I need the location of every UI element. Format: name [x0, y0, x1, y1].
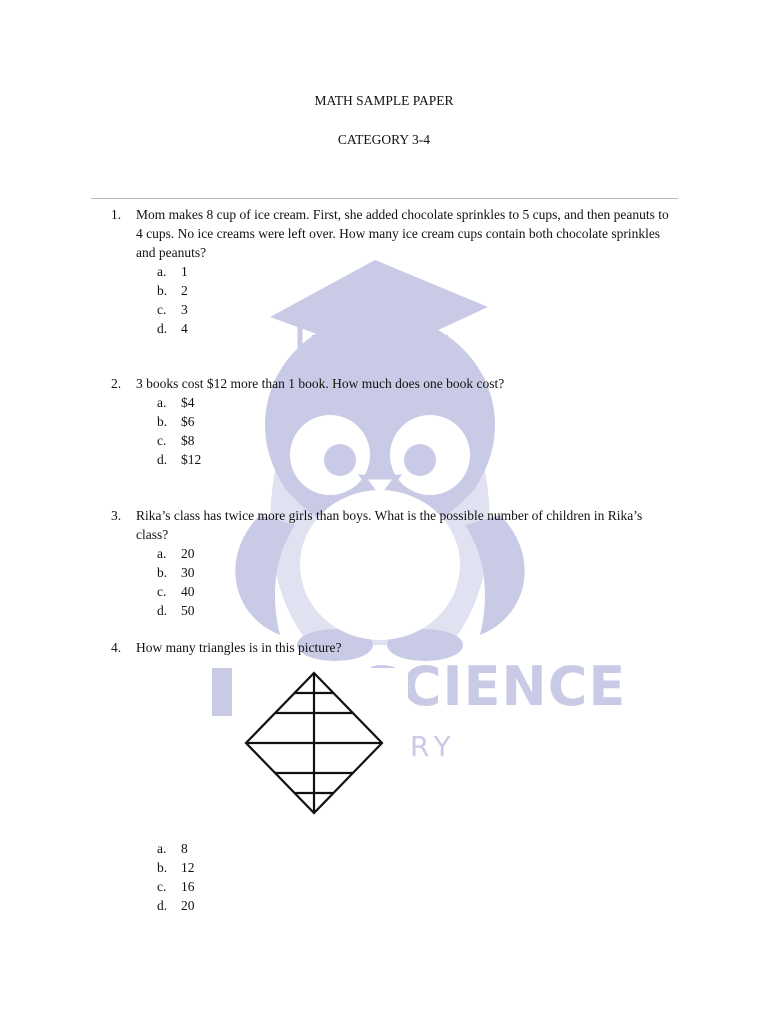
question-text: 3 books cost $12 more than 1 book. How much does one book cost?	[136, 376, 505, 391]
question-text: Rika’s class has twice more girls than boys. What is the possible number of children in Rika’s class?	[136, 508, 643, 542]
option-c: c. 3	[157, 302, 188, 317]
triangle-diamond-figure	[232, 668, 408, 836]
option-d: d. $12	[157, 452, 202, 467]
page-subtitle: CATEGORY 3-4	[337, 132, 431, 147]
option-list	[157, 262, 671, 338]
option-a: a. 1	[157, 264, 188, 279]
question-number: 3.	[111, 508, 122, 523]
question-4	[111, 638, 671, 657]
option-b: b. 2	[157, 283, 188, 298]
option-a: a. 8	[157, 841, 188, 856]
option-d: d. 50	[157, 603, 195, 618]
page-title: MATH SAMPLE PAPER	[314, 93, 454, 108]
question-text: Mom makes 8 cup of ice cream. First, she added chocolate sprinkles to 5 cups, and then peanuts to 4 cups. No ice creams were left over. How many ice cream cups contain both chocolate sprinkles and peanuts?	[136, 207, 669, 260]
option-d: d. 20	[157, 898, 195, 913]
question-3	[111, 506, 671, 620]
watermark-text-secondary: RY	[410, 730, 457, 763]
option-list	[157, 544, 671, 620]
question-2	[111, 374, 671, 469]
header-divider	[91, 198, 678, 199]
question-4-options	[111, 839, 671, 915]
option-list	[157, 393, 671, 469]
question-1	[111, 205, 671, 338]
option-c: c. 16	[157, 879, 195, 894]
option-b: b. 12	[157, 860, 195, 875]
question-number: 2.	[111, 376, 122, 391]
question-number: 1.	[111, 207, 122, 222]
watermark-letter-block	[212, 668, 234, 716]
option-a: a. 20	[157, 546, 195, 561]
option-d: d. 4	[157, 321, 188, 336]
option-c: c. $8	[157, 433, 195, 448]
option-list	[157, 839, 671, 915]
watermark-text-primary: SCIENCE	[362, 655, 627, 718]
question-text: How many triangles is in this picture?	[136, 640, 342, 655]
question-number: 4.	[111, 640, 122, 655]
option-c: c. 40	[157, 584, 195, 599]
option-a: a. $4	[157, 395, 195, 410]
option-b: b. 30	[157, 565, 195, 580]
option-b: b. $6	[157, 414, 195, 429]
